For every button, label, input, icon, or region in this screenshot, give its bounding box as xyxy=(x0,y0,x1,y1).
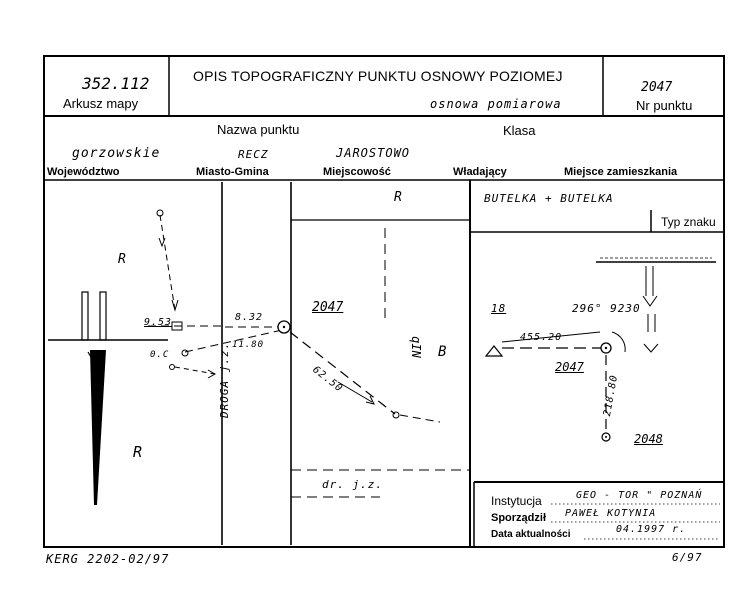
dist-21880: 218.80 xyxy=(601,373,621,418)
class-label: Klasa xyxy=(503,123,536,138)
marker-type-label: Typ znaku xyxy=(661,215,716,229)
azimuth-label: 296° 9230 xyxy=(572,302,641,315)
dist-832: 8.32 xyxy=(235,312,264,323)
sketch-label-r3: R xyxy=(133,443,143,461)
dirt-road-label: dr. j.z. xyxy=(322,478,383,491)
sheet-label: Arkusz mapy xyxy=(63,96,139,111)
ref-point-18: 18 xyxy=(491,302,507,315)
point-number-label: Nr punktu xyxy=(636,98,693,113)
voivodeship-label: Województwo xyxy=(47,166,120,178)
sketch-label-r1: R xyxy=(118,252,126,267)
voivodeship-value: gorzowskie xyxy=(72,146,161,161)
date-value: 04.1997 r. xyxy=(616,524,687,535)
dist-0c: 0.C xyxy=(150,350,170,360)
class-value: osnowa pomiarowa xyxy=(430,97,562,111)
institution-label: Instytucja xyxy=(491,494,542,508)
form-title: OPIS TOPOGRAFICZNY PUNKTU OSNOWY POZIOMEJ xyxy=(193,68,563,84)
prepared-label: Sporządził xyxy=(491,512,547,524)
town-value: RECZ xyxy=(238,148,269,161)
locality-value: JAROSTOWO xyxy=(336,146,411,160)
residence-label: Miejsce zamieszkania xyxy=(564,166,678,178)
sketch-label-qin: qIN xyxy=(408,336,423,358)
road-label: DROGA j.z. xyxy=(218,341,231,418)
prepared-value: PAWEŁ KOTYNIA xyxy=(565,508,657,519)
date-label: Data aktualności xyxy=(491,529,571,540)
sketch-label-r2: R xyxy=(394,190,402,205)
town-label: Miasto-Gmina xyxy=(196,166,269,178)
page-reference: 6/97 xyxy=(672,551,703,564)
dist-953: 9.53 xyxy=(144,317,173,328)
locality-label: Miejscowość xyxy=(323,166,391,178)
marker-type-value: BUTELKA + BUTELKA xyxy=(484,192,614,205)
sketch-label-b: B xyxy=(438,344,447,360)
doc-reference: KERG 2202-02/97 xyxy=(46,552,170,566)
dist-45520: 455.20 xyxy=(520,332,563,343)
dist-6250: 62.50 xyxy=(310,364,345,395)
owner-label: Władający xyxy=(453,166,507,178)
point-name-label: Nazwa punktu xyxy=(217,122,300,137)
net-point-2048: 2048 xyxy=(634,432,663,446)
point-2047-label: 2047 xyxy=(312,300,344,315)
institution-value: GEO - TOR " POZNAŃ xyxy=(576,490,703,501)
dist-1180: 11.80 xyxy=(232,340,265,350)
sheet-number: 352.112 xyxy=(82,74,150,93)
net-point-2047: 2047 xyxy=(555,360,584,374)
point-number: 2047 xyxy=(641,80,673,95)
